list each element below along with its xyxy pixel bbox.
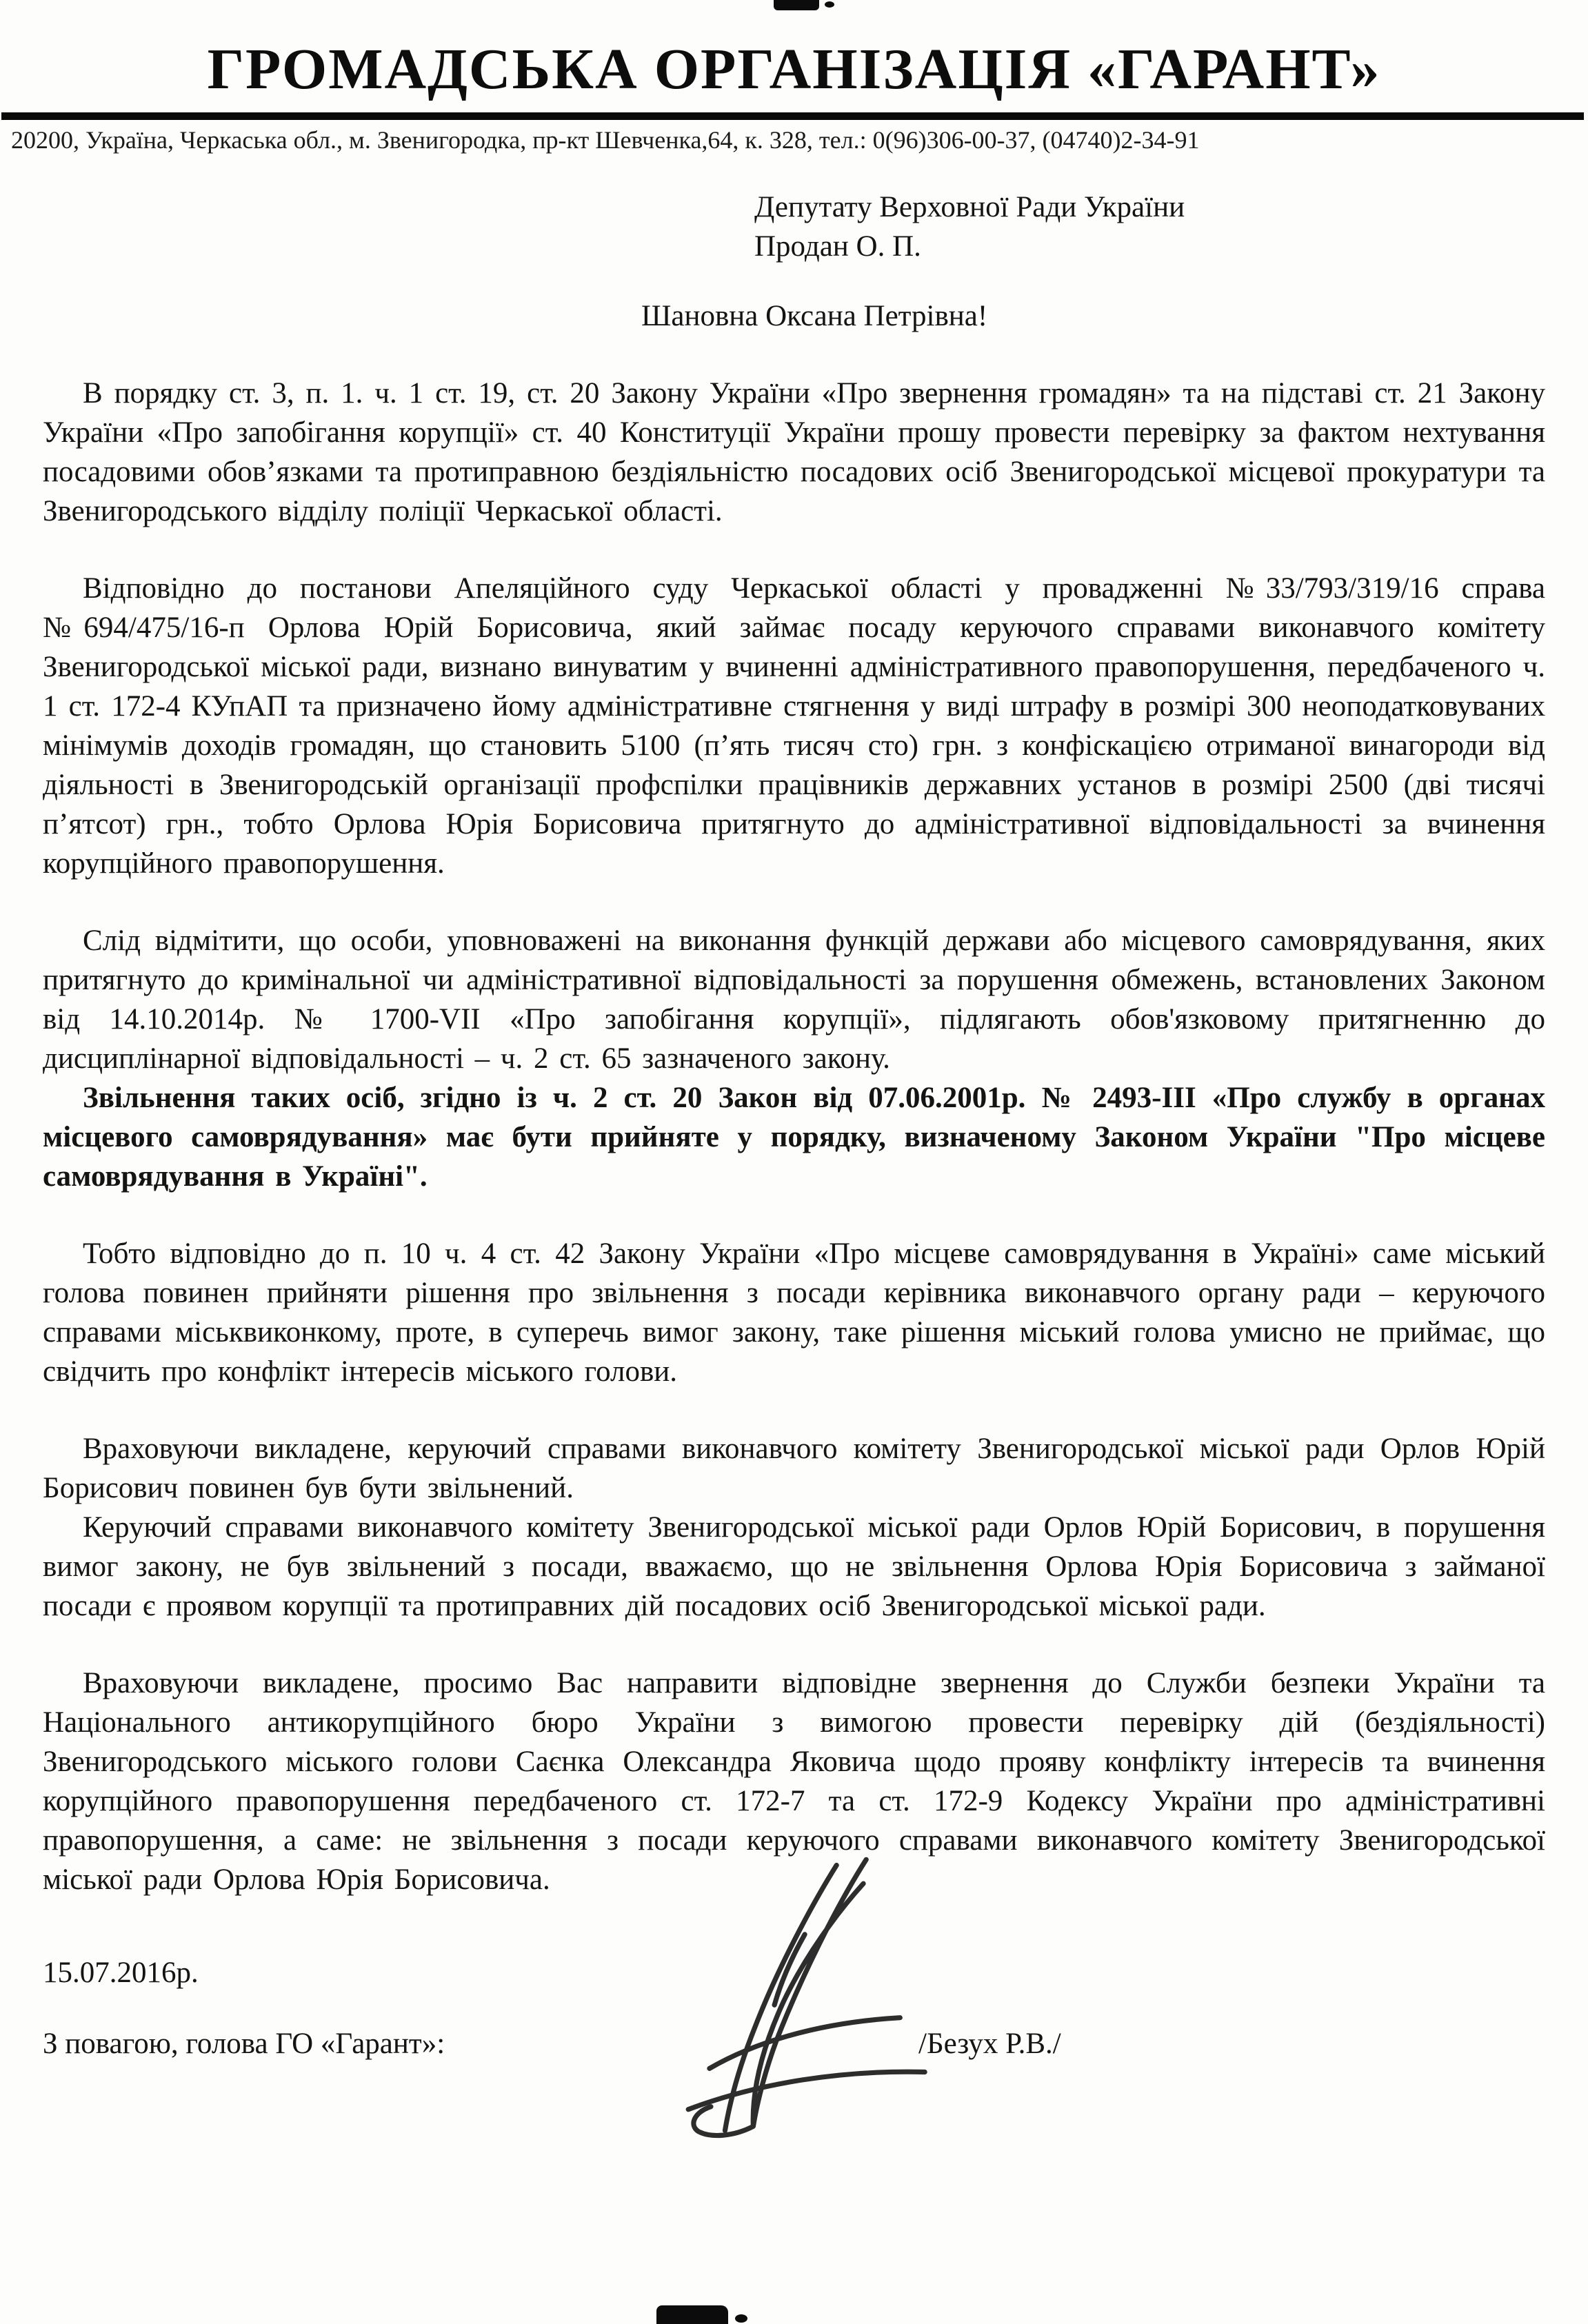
paragraph-request: Враховуючи викладене, просимо Вас направити відповідне звернення до Служби безпеки України та Національного антикорупційного бюро України з вимогою провести перевірку дій (бездіяльності) Звенигородського міського голови Саєнка Олександра Яковича щодо прояву конфлікту інтересів та вчинення корупційного правопорушення передбаченого ст. 172-7 та ст. 172-9 Кодексу України про адміністративні правопорушення, а саме: не звільнення з посади керуючого справами виконавчого комітету Звенигородської міської ради Орлова Юрія Борисовича. [43, 1667, 1545, 1896]
paragraph-conclusion-violation: Керуючий справами виконавчого комітету Звенигородської міської ради Орлов Юрій Борисович, в порушення вимог закону, не був звільнений з посади, вважаємо, що не звільнення Орлова Юрія Борисовича з займаної посади є проявом корупції та протиправних дій посадових осіб Звенигородської міської ради. [43, 1511, 1545, 1622]
recipient-block [754, 188, 1545, 266]
letterhead [0, 0, 1588, 154]
signoff-text: З повагою, голова ГО «Гарант»: [43, 2028, 445, 2060]
letter-date: 15.07.2016р. [43, 1957, 199, 1989]
paragraph-court-ruling: Відповідно до постанови Апеляційного суду Черкаської області у провадженні №33/793/319/16 справа №694/475/16-п Орлова Юрій Борисовича, який займає посаду керуючого справами виконавчого комітету Звенигородської міської ради, визнано винуватим у вчиненні адміністративного правопорушення, передбаченого ч. 1 ст. 172-4 КУпАП та призначено йому адміністративне стягнення у виді штрафу в розмірі 300 неоподатковуваних мінімумів доходів громадян, що становить 5100 (п’ять тисяч сто) грн. з конфіскацією отриманої винагороди від діяльності в Звенигородській організації профспілки працівників державних установ в розмірі 2500 (дві тисячі п’ятсот) грн., тобто Орлова Юрія Борисовича притягнуто до адміністративної відповідальності за вчинення корупційного правопорушення. [43, 572, 1545, 880]
scan-artifact-top-dot [825, 1, 834, 8]
scan-artifact-bottom-dot [735, 2314, 747, 2323]
scan-artifact-bottom [656, 2305, 728, 2324]
signatory-name: /Безух Р.В./ [918, 2028, 1061, 2060]
signoff-row [43, 2024, 1545, 2065]
paragraph-dismissal-rule-bold: Звільнення таких осіб, згідно із ч. 2 ст. 20 Закон від 07.06.2001р. № 2493-III «Про службу в органах місцевого самоврядування» має бути прийняте у порядку, визначеному Законом України "Про місцеве самоврядування в Україні". [43, 1082, 1545, 1193]
organization-title: ГРОМАДСЬКА ОРГАНІЗАЦІЯ «ГАРАНТ» [207, 37, 1381, 101]
paragraph-legal-basis: В порядку ст. 3, п. 1. ч. 1 ст. 19, ст. 20 Закону України «Про звернення громадян» та на підставі ст. 21 Закону України «Про запобігання корупції» ст. 40 Конституції України прошу провести перевірку за фактом нехтування посадовими обов’язками та протиправною бездіяльністю посадових осіб Звенигородської місцевої прокуратури та Звенигородського відділу поліції Черкаської області. [43, 377, 1545, 527]
recipient-line-1: Депутату Верховної Ради України [754, 191, 1185, 223]
salutation: Шановна Оксана Петрівна! [641, 300, 988, 332]
paragraph-law-requirement: Слід відмітити, що особи, уповноважені на виконання функцій держави або місцевого самоврядування, яких притягнуто до кримінальної чи адміністративної відповідальності за порушення обмежень, встановлених Законом від 14.10.2014р. № 1700-VII «Про запобігання корупції», підлягають обов'язковому притягненню до дисциплінарної відповідальності – ч. 2 ст. 65 зазначеного закону. [43, 924, 1545, 1075]
letter-footer [43, 1953, 1545, 2065]
organization-address: 20200, Україна, Черкаська обл., м. Звенигородка, пр-кт Шевченка,64, к. 328, тел.: 0(96)306-00-37, (04740)2-34-91 [11, 126, 1200, 154]
paragraph-conclusion-dismissal: Враховуючи викладене, керуючий справами виконавчого комітету Звенигородської міської ради Орлов Юрій Борисович повинен був бути звільнений. [43, 1433, 1545, 1504]
paragraph-mayor-duty: Тобто відповідно до п. 10 ч. 4 ст. 42 Закону України «Про місцеве самоврядування в Україні» саме міський голова повинен прийняти рішення про звільнення з посади керівника виконавчого органу ради – керуючого справами міськвиконкому, проте, в суперечь вимог закону, таке рішення міський голова умисно не приймає, що свідчить про конфлікт інтересів міського голови. [43, 1237, 1545, 1388]
letter-body [0, 188, 1588, 2065]
recipient-line-2: Продан О. П. [754, 230, 921, 263]
letterhead-divider [1, 112, 1584, 120]
scan-artifact-top [774, 0, 819, 10]
